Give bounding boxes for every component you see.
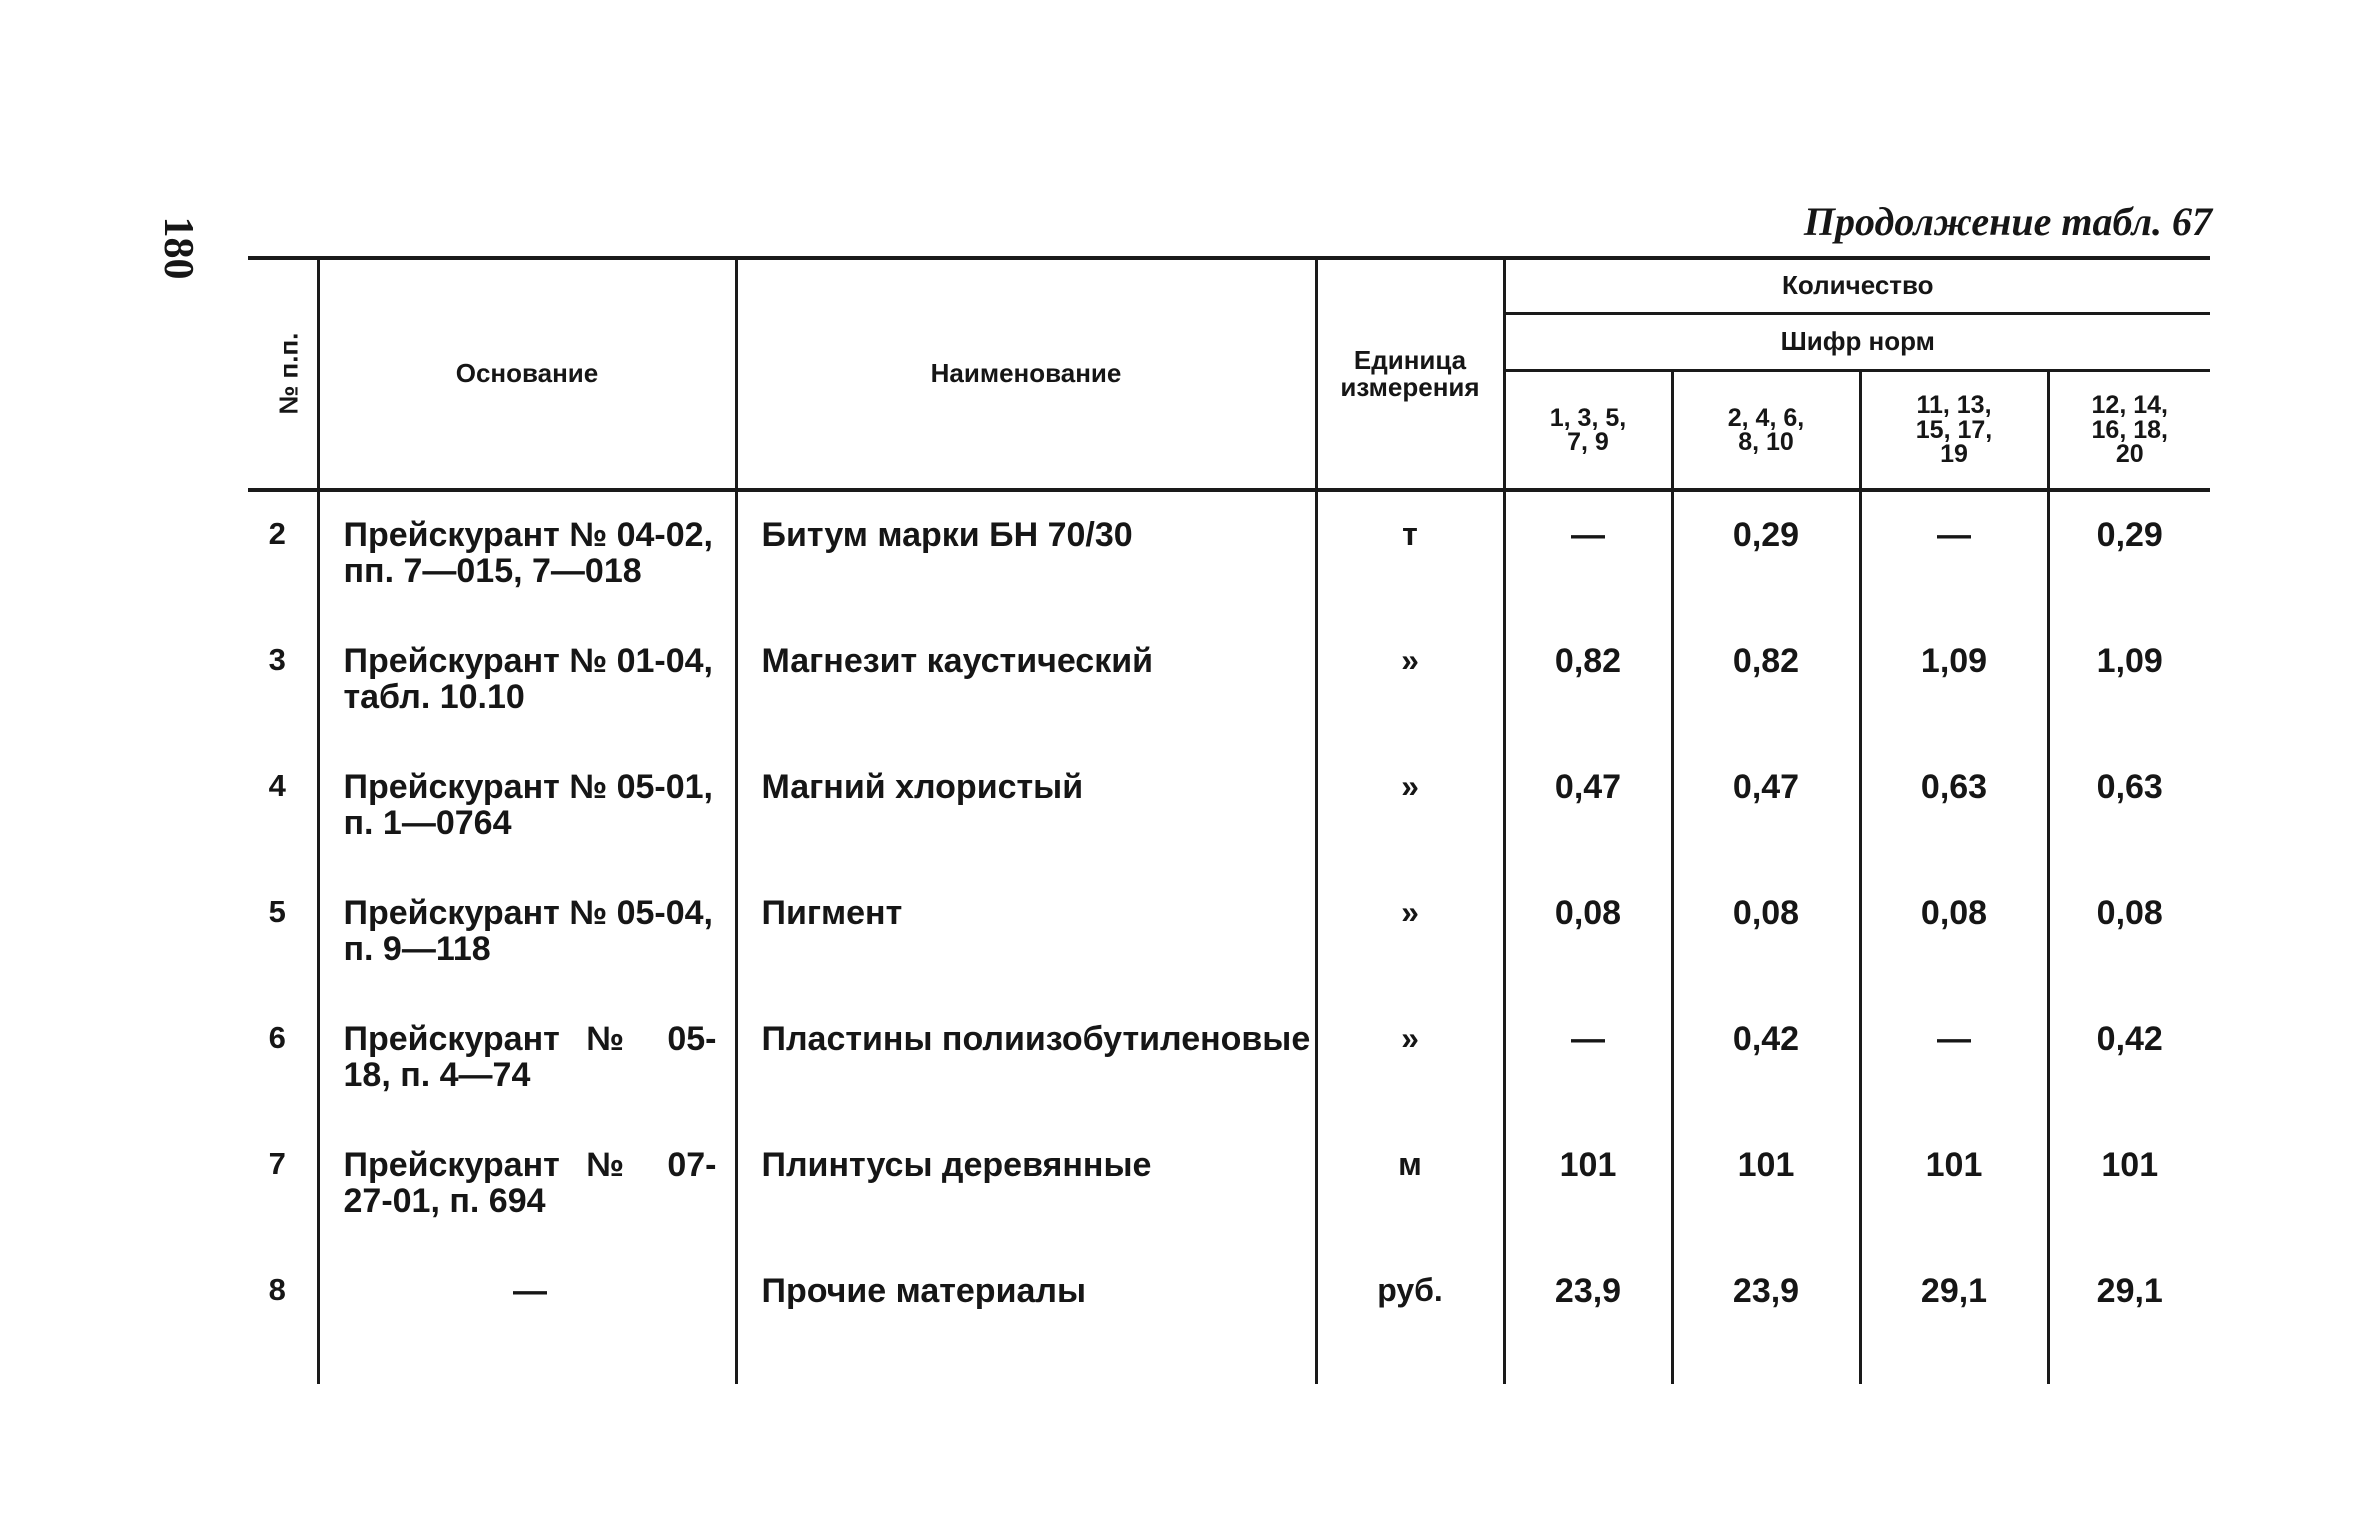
row-num: 8 xyxy=(268,1272,286,1307)
row-value: — xyxy=(1860,996,2048,1122)
row-name: Пигмент xyxy=(736,870,1316,996)
row-basis: Прейскурант № 05-01, п. 1—0764 xyxy=(318,744,736,870)
row-value: 0,47 xyxy=(1672,744,1860,870)
row-value: 23,9 xyxy=(1504,1248,1672,1384)
row-name: Магний хлористый xyxy=(736,744,1316,870)
row-value: 0,63 xyxy=(1860,744,2048,870)
row-value: 0,29 xyxy=(1672,490,1860,618)
table-continuation-title: Продолжение табл. 67 xyxy=(1803,199,2212,244)
row-value: 0,08 xyxy=(2048,870,2210,996)
row-unit: » xyxy=(1316,870,1504,996)
row-name: Прочие материалы xyxy=(736,1248,1316,1384)
row-num: 7 xyxy=(268,1146,286,1181)
header-num: № п.п. xyxy=(248,258,318,490)
table-row xyxy=(248,618,2210,744)
row-value: 0,08 xyxy=(1672,870,1860,996)
row-unit: » xyxy=(1316,744,1504,870)
row-value: 1,09 xyxy=(1860,618,2048,744)
row-value: 0,47 xyxy=(1504,744,1672,870)
row-value: 0,63 xyxy=(2048,744,2210,870)
header-basis: Основание xyxy=(318,258,736,490)
table-row xyxy=(248,1122,2210,1248)
table-row xyxy=(248,996,2210,1122)
row-value: 0,29 xyxy=(2048,490,2210,618)
header-quantity: Количество xyxy=(1504,258,2210,314)
row-basis: — xyxy=(318,1248,736,1384)
row-num: 5 xyxy=(268,894,286,929)
table-row xyxy=(248,1248,2210,1384)
row-value: 0,82 xyxy=(1504,618,1672,744)
header-unit-line2: измерения xyxy=(1340,372,1480,402)
row-num: 6 xyxy=(268,1020,286,1055)
table-row xyxy=(248,744,2210,870)
row-num: 4 xyxy=(268,768,286,803)
row-value: 0,82 xyxy=(1672,618,1860,744)
row-unit: » xyxy=(1316,618,1504,744)
row-basis: Прейскурант № 07- 27-01, п. 694 xyxy=(318,1122,736,1248)
row-value: — xyxy=(1860,490,2048,618)
row-value: 0,42 xyxy=(2048,996,2210,1122)
header-code-group-2: 2, 4, 6, 8, 10 xyxy=(1672,371,1860,491)
row-value: 0,42 xyxy=(1672,996,1860,1122)
header-unit xyxy=(1316,258,1504,490)
row-name: Магнезит каустический xyxy=(736,618,1316,744)
row-value: 0,08 xyxy=(1860,870,2048,996)
row-unit: » xyxy=(1316,996,1504,1122)
row-value: 23,9 xyxy=(1672,1248,1860,1384)
header-unit-line1: Единица xyxy=(1353,344,1467,375)
header-codes: Шифр норм xyxy=(1504,314,2210,371)
row-value: — xyxy=(1504,490,1672,618)
row-basis: Прейскурант № 04-02, пп. 7—015, 7—018 xyxy=(318,490,736,618)
row-value: 101 xyxy=(1672,1122,1860,1248)
row-unit: т xyxy=(1316,490,1504,618)
row-unit: м xyxy=(1316,1122,1504,1248)
table-row xyxy=(248,870,2210,996)
row-unit: руб. xyxy=(1316,1248,1504,1384)
row-value: 101 xyxy=(1860,1122,2048,1248)
row-name: Пластины полиизобутиленовые xyxy=(736,996,1316,1122)
row-basis: Прейскурант № 01-04, табл. 10.10 xyxy=(318,618,736,744)
page-number: 180 xyxy=(155,216,201,280)
header-code-group-3: 11, 13, 15, 17, 19 xyxy=(1860,371,2048,491)
row-basis: Прейскурант № 05-04, п. 9—118 xyxy=(318,870,736,996)
row-basis: Прейскурант № 05- 18, п. 4—74 xyxy=(318,996,736,1122)
row-num: 2 xyxy=(268,516,286,551)
row-num: 3 xyxy=(268,642,286,677)
header-name: Наименование xyxy=(736,258,1316,490)
materials-table xyxy=(248,256,2210,1384)
table-row xyxy=(248,490,2210,618)
row-name: Плинтусы деревянные xyxy=(736,1122,1316,1248)
row-value: 101 xyxy=(1504,1122,1672,1248)
header-code-group-4: 12, 14, 16, 18, 20 xyxy=(2048,371,2210,491)
row-value: 29,1 xyxy=(2048,1248,2210,1384)
row-value: 101 xyxy=(2048,1122,2210,1248)
row-name: Битум марки БН 70/30 xyxy=(736,490,1316,618)
row-value: 0,08 xyxy=(1504,870,1672,996)
row-value: 1,09 xyxy=(2048,618,2210,744)
row-value: 29,1 xyxy=(1860,1248,2048,1384)
header-code-group-1: 1, 3, 5, 7, 9 xyxy=(1504,371,1672,491)
row-value: — xyxy=(1504,996,1672,1122)
